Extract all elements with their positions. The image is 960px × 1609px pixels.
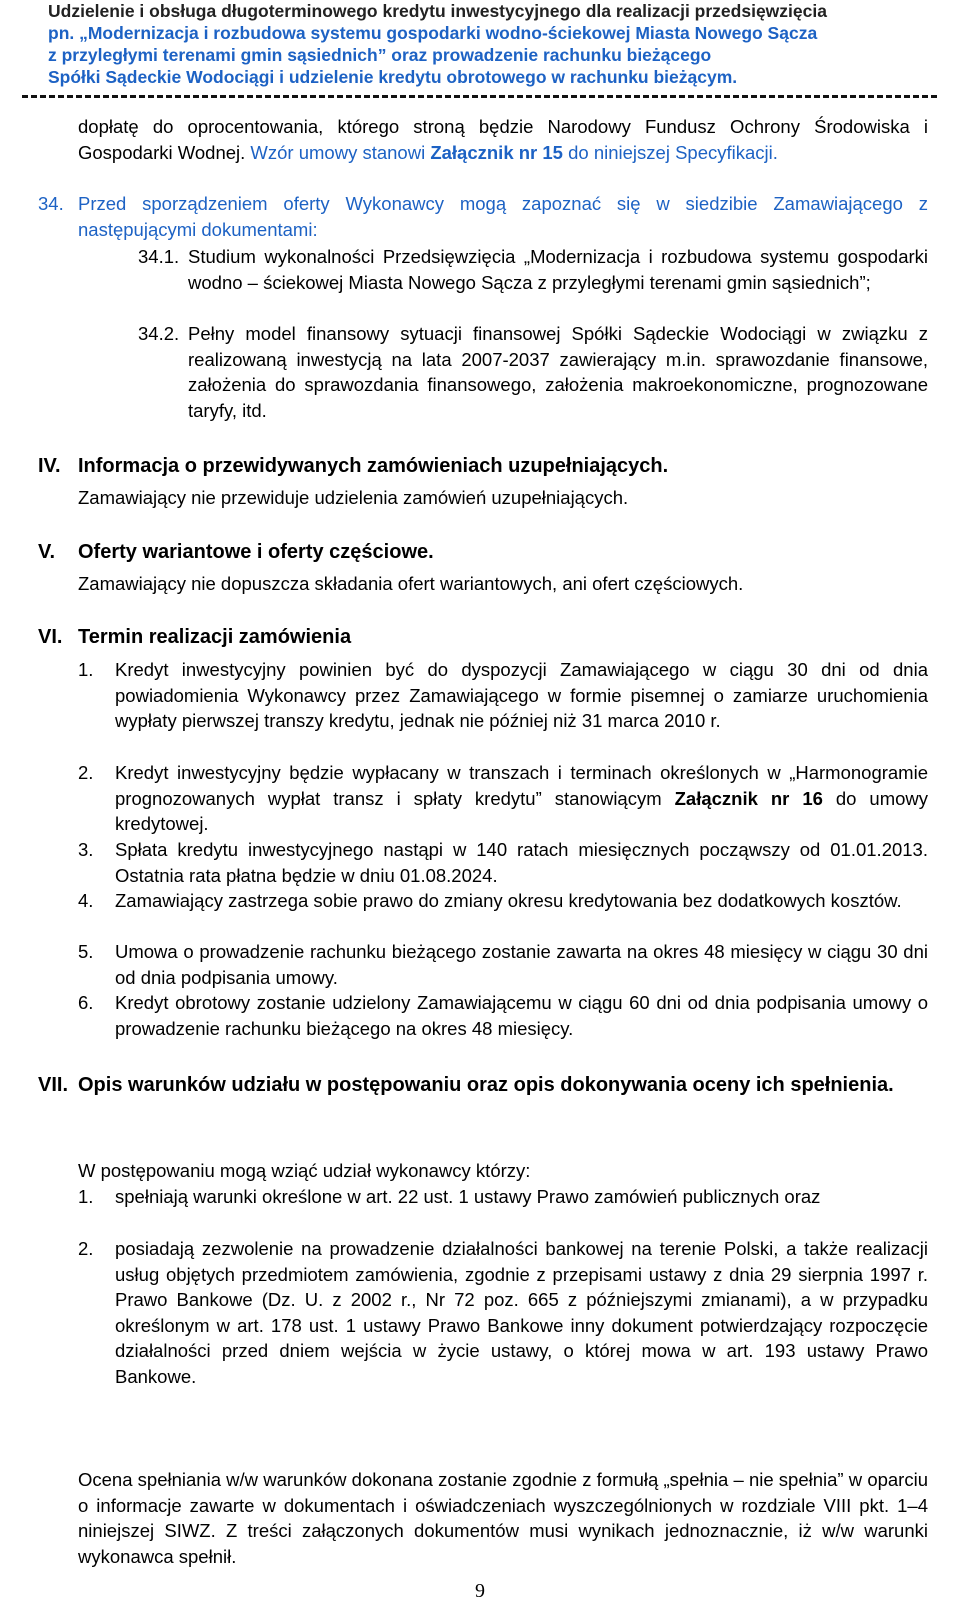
intro-text-b: Wzór umowy stanowi (245, 141, 431, 163)
vi-item-3-text: Spłata kredytu inwestycyjnego nastąpi w 140 ratach miesięcznych począwszy od 01.01.2013. Ostatnia rata płatna będzie w dniu 01.08.2024. (115, 839, 928, 886)
attachment-15-ref: Załącznik nr 15 (430, 141, 563, 163)
vi-item-6-number: 6. (78, 992, 94, 1013)
vi-item-1-text: Kredyt inwestycyjny powinien być do dyspozycji Zamawiającego w ciągu 30 dni od dnia powiadomienia Wykonawcy przez Zamawiającego w formie pisemnej o zamiarze uruchomienia wypłaty pierwszej transzy kredytu, jednak nie później niż 31 marca 2010 r. (115, 659, 928, 732)
section-v-text: Zamawiający nie dopuszcza składania ofert wariantowych, ani ofert częściowych. (78, 573, 744, 594)
section-vii-number: VII. (38, 1074, 69, 1096)
vi-item-4-text: Zamawiający zastrzega sobie prawo do zmiany okresu kredytowania bez dodatkowych kosztów. (115, 890, 902, 911)
vi-item-2-number: 2. (78, 762, 94, 783)
vi-item-2-text-a: Kredyt inwestycyjny będzie wypłacany w transzach i terminach określonych w „Harmonogramie prognozowanych wypłat transz i spłaty kredytu” stanowiącym (115, 762, 928, 809)
vi-item-2-text-c: do umowy kredytowej. (115, 787, 929, 835)
item-34-number: 34. (38, 193, 64, 214)
page-number: 9 (475, 1580, 485, 1602)
vii-item-1-text: spełniają warunki określone w art. 22 ust. 1 ustawy Prawo zamówień publicznych oraz (115, 1186, 821, 1207)
vi-item-4-number: 4. (78, 890, 94, 911)
section-iv-text: Zamawiający nie przewiduje udzielenia zamówień uzupełniających. (78, 487, 629, 508)
vi-item-3-number: 3. (78, 839, 94, 860)
intro-text-d: do niniejszej Specyfikacji. (562, 141, 778, 163)
header-line-2: pn. „Modernizacja i rozbudowa systemu gospodarki wodno-ściekowej Miasta Nowego Sącza (48, 23, 818, 43)
section-v-title: Oferty wariantowe i oferty częściowe. (78, 541, 434, 563)
attachment-16-ref: Załącznik nr 16 (674, 787, 823, 809)
item-34-text: Przed sporządzeniem oferty Wykonawcy mogą zapoznać się w siedzibie Zamawiającego z następującymi dokumentami: (78, 193, 928, 240)
header-line-3: z przyległymi terenami gmin sąsiednich” oraz prowadzenie rachunku bieżącego (48, 45, 712, 65)
header-divider (22, 95, 937, 98)
vii-item-1-number: 1. (78, 1186, 94, 1207)
section-iv-number: IV. (38, 455, 61, 477)
section-vi-number: VI. (38, 626, 63, 648)
vi-item-6-text: Kredyt obrotowy zostanie udzielony Zamawiającemu w ciągu 60 dni od dnia podpisania umowy o prowadzenie rachunku bieżącego na okres 48 miesięcy. (115, 992, 928, 1039)
vi-item-5-text: Umowa o prowadzenie rachunku bieżącego zostanie zawarta na okres 48 miesięcy w ciągu 30 dni od dnia podpisania umowy. (115, 941, 928, 988)
vi-item-2-text (115, 760, 928, 837)
header-line-4: Spółki Sądeckie Wodociągi i udzielenie kredytu obrotowego w rachunku bieżącym. (48, 67, 738, 87)
vii-item-2-text: posiadają zezwolenie na prowadzenie działalności bankowej na terenie Polski, a także realizacji usług objętych przedmiotem zamówienia, zgodnie z przepisami ustawy z dnia 29 sierpnia 1997 r. Prawo Bankowe (Dz. U. z 2002 r., Nr 72 poz. 665 z późniejszymi zmianami), a w przypadku określonym w art. 178 ust. 1 ustawy Prawo Bankowe inny dokument potwierdzający rozpoczęcie działalności przed dniem wejścia w życie ustawy, o której mowa w art. 193 ustawy Prawo Bankowe. (115, 1238, 928, 1387)
header-line-1: Udzielenie i obsługa długoterminowego kredytu inwestycyjnego dla realizacji przedsięwzięcia (48, 1, 827, 21)
section-vii-title: Opis warunków udziału w postępowaniu oraz opis dokonywania oceny ich spełnienia. (78, 1074, 894, 1096)
item-34-2-number: 34.2. (138, 323, 180, 344)
section-vii-lead: W postępowaniu mogą wziąć udział wykonawcy którzy: (78, 1160, 531, 1181)
item-34-1-text: Studium wykonalności Przedsięwzięcia „Modernizacja i rozbudowa systemu gospodarki wodno – ściekowej Miasta Nowego Sącza z przyległymi terenami gmin sąsiednich”; (188, 246, 928, 293)
intro-paragraph (78, 114, 928, 165)
intro-text-a: dopłatę do oprocentowania, którego stroną będzie Narodowy Fundusz Ochrony Środowiska i Gospodarki Wodnej. (78, 116, 928, 163)
vi-item-1-number: 1. (78, 659, 94, 680)
vi-item-5-number: 5. (78, 941, 94, 962)
item-34-1-number: 34.1. (138, 246, 180, 267)
section-vi-title: Termin realizacji zamówienia (78, 626, 352, 648)
section-iv-title: Informacja o przewidywanych zamówieniach uzupełniających. (78, 455, 669, 477)
section-v-number: V. (38, 541, 56, 563)
item-34-2-text: Pełny model finansowy sytuacji finansowej Spółki Sądeckie Wodociągi w związku z realizowaną inwestycją na lata 2007-2037 zawierający m.in. sprawozdanie finansowe, założenia do sprawozdania finansowego, założenia makroekonomiczne, prognozowane taryfy, itd. (188, 323, 928, 421)
section-vii-closing: Ocena spełniania w/w warunków dokonana zostanie zgodnie z formułą „spełnia – nie spełnia” w oparciu o informacje zawarte w dokumentach i oświadczeniach wyszczególnionych w rozdziale VIII pkt. 1–4 niniejszej SIWZ. Z treści załączonych dokumentów musi wynikach jednoznacznie, iż w/w warunki wykonawca spełnił. (78, 1469, 928, 1567)
vii-item-2-number: 2. (78, 1238, 94, 1259)
document-header (48, 0, 928, 88)
